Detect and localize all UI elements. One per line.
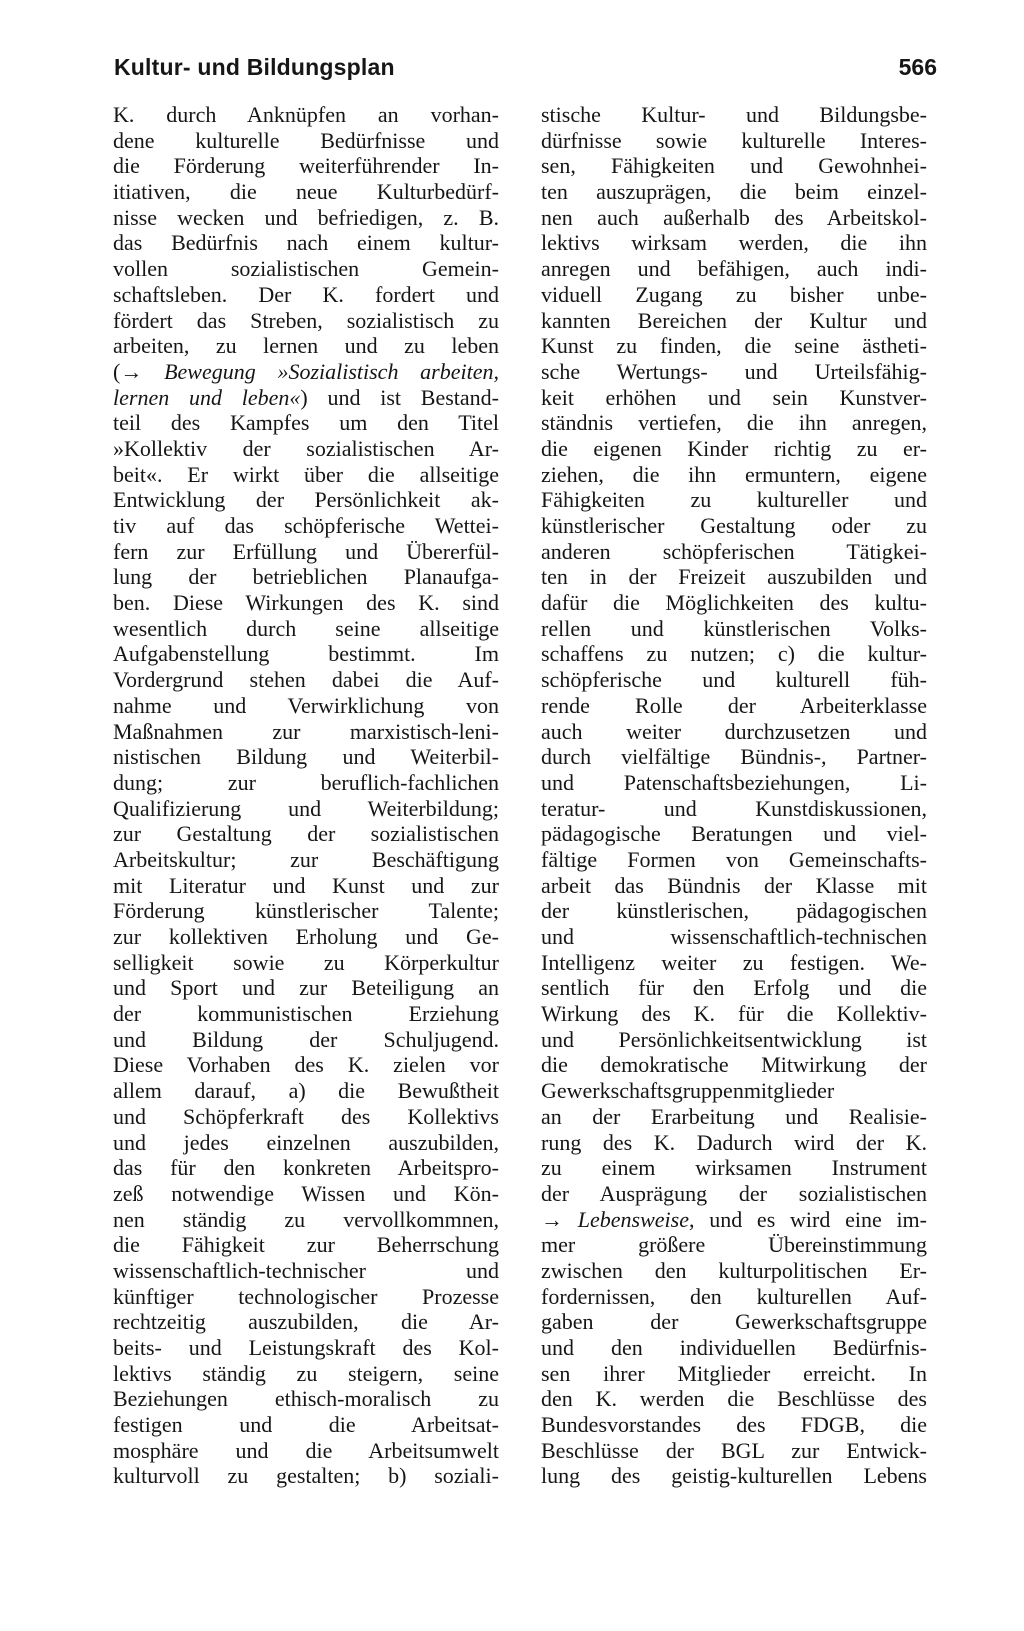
left-column-line: kulturvoll zu gestalten; b) soziali- xyxy=(113,1463,499,1489)
left-column-line: ben. Diese Wirkungen des K. sind xyxy=(113,590,499,616)
right-column-line: ten auszuprägen, die beim einzel- xyxy=(541,179,927,205)
left-column-line: lung der betrieblichen Planaufga- xyxy=(113,564,499,590)
right-column-line: viduell Zugang zu bisher unbe- xyxy=(541,281,927,307)
left-column-line: itiativen, die neue Kulturbedürf- xyxy=(113,179,499,205)
right-column-line: die eigenen Kinder richtig zu er- xyxy=(541,435,927,461)
left-column-line: beit«. Er wirkt über die allseitige xyxy=(113,461,499,487)
right-column-line: durch vielfältige Bündnis-, Partner- xyxy=(541,744,927,770)
right-column-line: und den individuellen Bedürfnis- xyxy=(541,1335,927,1360)
right-column-line: rende Rolle der Arbeiterklasse xyxy=(541,692,927,718)
right-column-line: sen, Fähigkeiten und Gewohnhei- xyxy=(541,153,927,179)
left-column-line: lektivs ständig zu steigern, seine xyxy=(113,1360,499,1386)
left-column-line: die Fähigkeit zur Beherrschung xyxy=(113,1232,499,1258)
left-column-line: fern zur Erfüllung und Übererfül- xyxy=(113,538,499,564)
right-column-line: pädagogische Beratungen und viel- xyxy=(541,821,927,847)
left-column-line: Diese Vorhaben des K. zielen vor xyxy=(113,1052,499,1078)
left-column-line: das für den konkreten Arbeitspro- xyxy=(113,1155,499,1181)
right-column-line: rellen und künstlerischen Volks- xyxy=(541,615,927,641)
right-column-line: und Patenschaftsbeziehungen, Li- xyxy=(541,769,927,795)
right-column-line: lektivs wirksam werden, die ihn xyxy=(541,230,927,256)
left-column-line: Beziehungen ethisch-moralisch zu xyxy=(113,1386,499,1412)
left-column-line: Vordergrund stehen dabei die Auf- xyxy=(113,667,499,693)
right-column-line: Fähigkeiten zu kultureller und xyxy=(541,487,927,513)
right-column-line: rung des K. Dadurch wird der K. xyxy=(541,1129,927,1155)
right-column-line: der Ausprägung der sozialistischen xyxy=(541,1180,927,1206)
left-column-line: rechtzeitig auszubilden, die Ar- xyxy=(113,1309,499,1335)
left-column-line: wissenschaftlich-technischer und xyxy=(113,1257,499,1283)
left-column-line: Förderung künstlerischer Talente; xyxy=(113,898,499,924)
right-column-line: schaffens zu nutzen; c) die kultur- xyxy=(541,641,927,667)
left-column-line: mit Literatur und Kunst und zur xyxy=(113,872,499,898)
right-column-line: sen ihrer Mitglieder erreicht. In xyxy=(541,1360,927,1386)
left-column-line: zur kollektiven Erholung und Ge- xyxy=(113,924,499,949)
left-column-line: der kommunistischen Erziehung xyxy=(113,1001,499,1027)
left-column-line: zur Gestaltung der sozialistischen xyxy=(113,821,499,847)
left-column-line: (→ Bewegung »Sozialistisch arbeiten, xyxy=(113,358,499,384)
left-column-line: zeß notwendige Wissen und Kön- xyxy=(113,1180,499,1206)
left-column-line: und Schöpferkraft des Kollektivs xyxy=(113,1103,499,1129)
left-column-line: dung; zur beruflich-fachlichen xyxy=(113,769,499,795)
right-column-line: die demokratische Mitwirkung der xyxy=(541,1052,927,1078)
right-column-line: fältige Formen von Gemeinschafts- xyxy=(541,846,927,872)
right-column-line: fordernissen, den kulturellen Auf- xyxy=(541,1283,927,1309)
left-column-line: beits- und Leistungskraft des Kol- xyxy=(113,1335,499,1360)
right-column-line: mer größere Übereinstimmung xyxy=(541,1232,927,1258)
right-column-line: lung des geistig-kulturellen Lebens xyxy=(541,1463,927,1489)
left-column-line: künftiger technologischer Prozesse xyxy=(113,1283,499,1309)
right-text-column xyxy=(541,102,927,1489)
right-column-line: und wissenschaftlich-technischen xyxy=(541,924,927,949)
right-column-line: Gewerkschaftsgruppenmitglieder xyxy=(541,1078,835,1104)
left-column-line: Arbeitskultur; zur Beschäftigung xyxy=(113,846,499,872)
right-column-line: den K. werden die Beschlüsse des xyxy=(541,1386,927,1412)
right-column-line: schöpferische und kulturell füh- xyxy=(541,667,927,693)
right-column-line: keit erhöhen und sein Kunstver- xyxy=(541,384,927,410)
right-column-line: ten in der Freizeit auszubilden und xyxy=(541,564,927,590)
right-column-line: der künstlerischen, pädagogischen xyxy=(541,898,927,924)
left-column-line: und jedes einzelnen auszubilden, xyxy=(113,1129,499,1155)
right-column-line: anregen und befähigen, auch indi- xyxy=(541,256,927,282)
right-column-line: ziehen, die ihn ermuntern, eigene xyxy=(541,461,927,487)
right-column-line: dürfnisse sowie kulturelle Interes- xyxy=(541,127,927,153)
left-column-line: fördert das Streben, sozialistisch zu xyxy=(113,307,499,333)
right-column-line: stische Kultur- und Bildungsbe- xyxy=(541,102,927,127)
right-column-line: nen auch außerhalb des Arbeitskol- xyxy=(541,204,927,230)
left-column-line: mosphäre und die Arbeitsumwelt xyxy=(113,1437,499,1463)
left-column-line: die Förderung weiterführender In- xyxy=(113,153,499,179)
left-column-line: dene kulturelle Bedürfnisse und xyxy=(113,127,499,153)
right-column-line: sche Wertungs- und Urteilsfähig- xyxy=(541,358,927,384)
left-column-line: vollen sozialistischen Gemein- xyxy=(113,256,499,282)
left-column-line: allem darauf, a) die Bewußtheit xyxy=(113,1078,499,1104)
right-column-line: auch weiter durchzusetzen und xyxy=(541,718,927,744)
right-column-line: künstlerischer Gestaltung oder zu xyxy=(541,513,927,538)
right-column-line: zwischen den kulturpolitischen Er- xyxy=(541,1257,927,1283)
left-column-line: teil des Kampfes um den Titel xyxy=(113,410,499,436)
left-column-line: arbeiten, zu lernen und zu leben xyxy=(113,333,499,359)
left-column-line: wesentlich durch seine allseitige xyxy=(113,615,499,641)
left-column-line: und Sport und zur Beteiligung an xyxy=(113,975,499,1001)
right-column-line: Beschlüsse der BGL zur Entwick- xyxy=(541,1437,927,1463)
right-column-line: anderen schöpferischen Tätigkei- xyxy=(541,538,927,564)
right-column-line: zu einem wirksamen Instrument xyxy=(541,1155,927,1181)
left-column-line: tiv auf das schöpferische Wettei- xyxy=(113,513,499,538)
left-column-line: K. durch Anknüpfen an vorhan- xyxy=(113,102,499,127)
right-column-line: → Lebensweise, und es wird eine im- xyxy=(541,1206,927,1232)
right-column-line: und Persönlichkeitsentwicklung ist xyxy=(541,1026,927,1052)
left-column-line: Maßnahmen zur marxistisch-leni- xyxy=(113,718,499,744)
left-column-line: das Bedürfnis nach einem kultur- xyxy=(113,230,499,256)
left-column-line: festigen und die Arbeitsat- xyxy=(113,1412,499,1438)
left-column-line: selligkeit sowie zu Körperkultur xyxy=(113,949,499,975)
right-column-line: Wirkung des K. für die Kollektiv- xyxy=(541,1001,927,1027)
right-column-line: Kunst zu finden, die seine ästheti- xyxy=(541,333,927,359)
right-column-line: Bundesvorstandes des FDGB, die xyxy=(541,1412,927,1438)
left-column-line: und Bildung der Schuljugend. xyxy=(113,1026,499,1052)
right-column-line: ständnis vertiefen, die ihn anregen, xyxy=(541,410,927,436)
left-column-line: »Kollektiv der sozialistischen Ar- xyxy=(113,435,499,461)
left-column-line: nen ständig zu vervollkommnen, xyxy=(113,1206,499,1232)
right-column-line: teratur- und Kunstdiskussionen, xyxy=(541,795,927,821)
left-column-line: schaftsleben. Der K. fordert und xyxy=(113,281,499,307)
right-column-line: an der Erarbeitung und Realisie- xyxy=(541,1103,927,1129)
left-column-line: nistischen Bildung und Weiterbil- xyxy=(113,744,499,770)
right-column-line: sentlich für den Erfolg und die xyxy=(541,975,927,1001)
page-number: 566 xyxy=(898,54,937,80)
left-text-column xyxy=(113,102,499,1489)
right-column-line: dafür die Möglichkeiten des kultu- xyxy=(541,590,927,616)
left-column-line: lernen und leben«) und ist Bestand- xyxy=(113,384,499,410)
right-column-line: arbeit das Bündnis der Klasse mit xyxy=(541,872,927,898)
left-column-line: Entwicklung der Persönlichkeit ak- xyxy=(113,487,499,513)
running-title: Kultur- und Bildungsplan xyxy=(114,54,395,80)
right-column-line: Intelligenz weiter zu festigen. We- xyxy=(541,949,927,975)
left-column-line: nahme und Verwirklichung von xyxy=(113,692,499,718)
right-column-line: gaben der Gewerkschaftsgruppe xyxy=(541,1309,927,1335)
left-column-line: Aufgabenstellung bestimmt. Im xyxy=(113,641,499,667)
left-column-line: Qualifizierung und Weiterbildung; xyxy=(113,795,499,821)
right-column-line: kannten Bereichen der Kultur und xyxy=(541,307,927,333)
left-column-line: nisse wecken und befriedigen, z. B. xyxy=(113,204,499,230)
